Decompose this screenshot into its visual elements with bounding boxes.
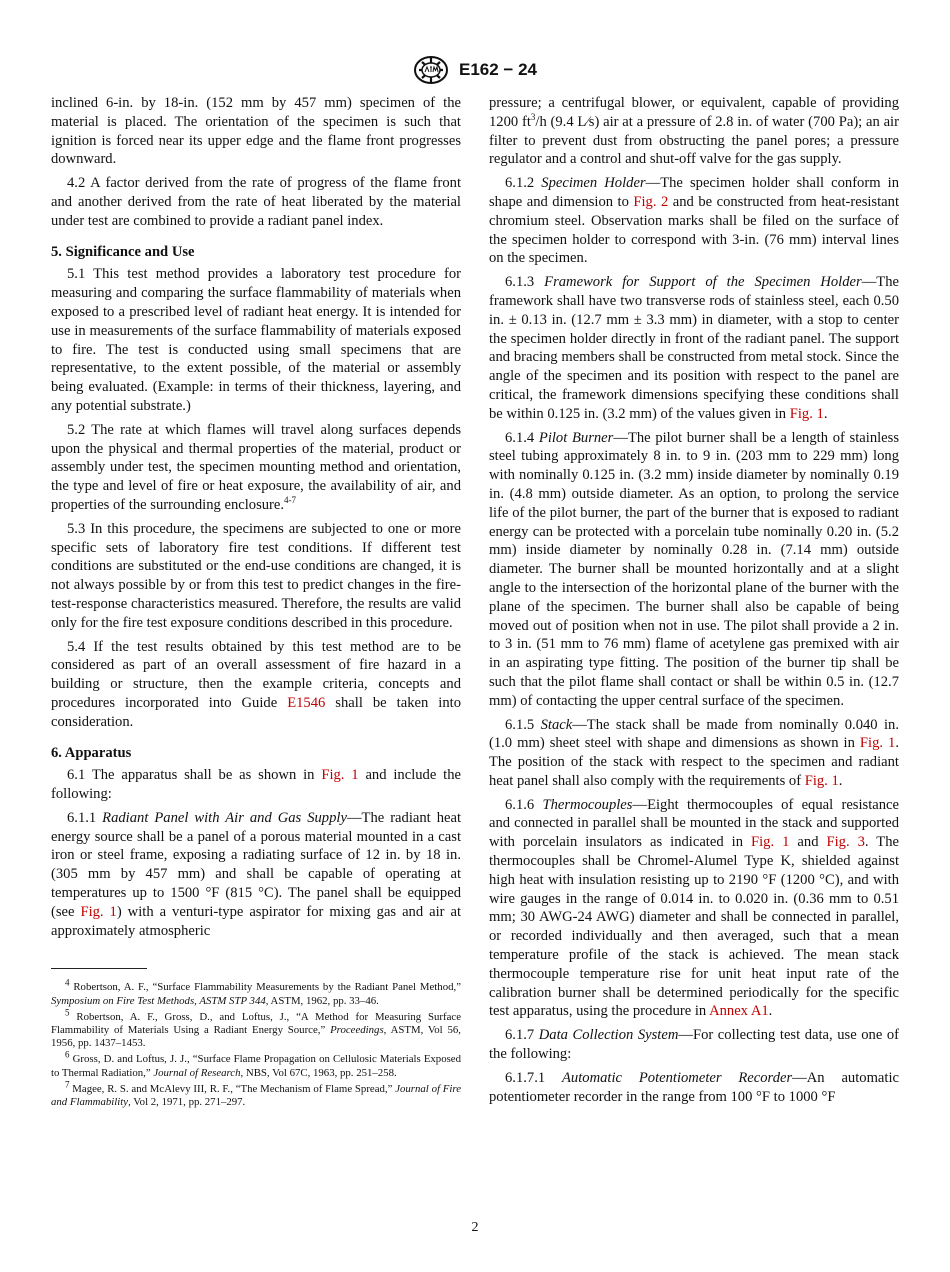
paragraph-6-1: 6.1 The apparatus shall be as shown in Fig. 1 and include the following:: [51, 767, 461, 803]
link-annex-a1[interactable]: Annex A1: [709, 1003, 769, 1020]
footnote-divider: [51, 968, 147, 969]
link-fig-1[interactable]: Fig. 1: [859, 735, 896, 752]
section-6-heading: 6. Apparatus: [51, 744, 132, 761]
paragraph-6-1-6: 6.1.6 Thermocouples—Eight thermocouples of equal resistance and connected in parallel shall be mounted in the stack and supported with porcelain insulators as indicated in Fig. 1 and Fig. 3. The thermocouples shall be Chromel-Alumel Type K, shielded against high heat with insulation resisting up to 2190 °F (1200 °C), and with wire gauges in the range of 0.014 in. to 0.020 in. (0.36 mm to 0.51 mm; 30 AWG-24 AWG) diameter and shall be connected in parallel, or recorded individually and then averaged, such that a mean temperature profile of the stack is achieved. The mean stack thermocouple temperature rise for unit heat input rate of the calibration burner shall be determined periodically for the specific test apparatus, using the procedure in Annex A1.: [489, 796, 899, 1020]
paragraph-5-3: 5.3 In this procedure, the specimens are subjected to one or more specific sets of laboratory fire test conditions. If different test conditions are substituted or the end-use conditions are changed, it is not always possible by or from this test to predict changes in the fire-test-response characteristics measured. Therefore, the results are valid only for the fire test exposure conditions described in this procedure.: [51, 520, 461, 631]
paragraph-5-1: 5.1 This test method provides a laboratory test procedure for measuring and comparing the surface flammability of materials when exposed to a prescribed level of radiant heat energy. It is intended for use in measurements of the surface flammability of materials exposed to fire. The test is conducted using small specimens that are representative, to the extent possible, of the material or assembly being evaluated. (Example: in terms of their thickness, layering, and any potential substrate.): [51, 266, 461, 414]
link-fig-3[interactable]: Fig. 3: [826, 834, 865, 851]
paragraph-continued: pressure; a centrifugal blower, or equivalent, capable of providing 1200 $ft^3/h$ (9.4 L⁄s) air at a pressure of 2.8 in. of water (700 Pa); an air filter to prevent dust from obstructing the panel pores; a pressure regulator and a control and shut-off valve for the gas supply.: [489, 95, 899, 168]
paragraph-5-2: 5.2 The rate at which flames will travel along surfaces depends upon the physical and thermal properties of the material, product or assembly under test, the specimen mounting method and orientation, the type and level of fire or heat exposure, the availability of air, and properties of the surrounding enclosure.$^{4-7}$: [51, 421, 461, 513]
footnote-7: $^7$ Magee, R. S. and McAlevy III, R. F., “The Mechanism of Flame Spread,” Journal of Fire and Flammability, Vol 2, 1971, pp. 271–297.: [51, 1079, 461, 1109]
footnote-5: $^5$ Robertson, A. F., Gross, D., and Loftus, J., “A Method for Measuring Surface Flammability of Materials Using a Radiant Energy Source,” Proceedings, ASTM, Vol 56, 1956, pp. 1437–1453.: [51, 1007, 461, 1050]
footnote-ref[interactable]: 4-7: [284, 495, 297, 506]
footnote-4: $^4$ Robertson, A. F., “Surface Flammability Measurements by the Radiant Panel Method,” Symposium on Fire Test Methods, ASTM STP 344, ASTM, 1962, pp. 33–46.: [51, 977, 461, 1007]
paragraph-6-1-7: 6.1.7 Data Collection System—For collecting test data, use one of the following:: [489, 1027, 900, 1063]
section-5-heading: 5. Significance and Use: [51, 243, 195, 260]
link-fig-2[interactable]: Fig. 2: [633, 193, 669, 210]
footnote-6: $^6$ Gross, D. and Loftus, J. J., “Surface Flame Propagation on Cellulosic Materials Exposed to Thermal Radiation,” Journal of Research, NBS, Vol 67C, 1963, pp. 251–258.: [51, 1049, 461, 1079]
page-header: [0, 55, 950, 85]
paragraph-5-4: 5.4 If the test results obtained by this test method are to be considered as part of an overall assessment of fire hazard in a building or structure, then the example criteria, concepts and procedures incorporated into Guide E1546 shall be taken into consideration.: [51, 638, 461, 730]
link-fig-1[interactable]: Fig. 1: [80, 903, 117, 920]
link-fig-1[interactable]: Fig. 1: [751, 834, 790, 851]
right-column: [489, 94, 899, 1111]
link-fig-1[interactable]: Fig. 1: [789, 405, 824, 422]
left-column: [51, 94, 461, 1112]
link-e1546[interactable]: E1546: [287, 694, 326, 711]
document-designation: E162 − 24: [459, 60, 537, 79]
paragraph-6-1-5: 6.1.5 Stack—The stack shall be made from nominally 0.040 in. (1.0 mm) sheet steel with shape and dimensions as shown in Fig. 1. The position of the stack with respect to the specimen and radiant heat panel shall also comply with the requirements of Fig. 1.: [489, 716, 900, 789]
paragraph-6-1-3: 6.1.3 Framework for Support of the Specimen Holder—The framework shall have two transverse rods of stainless steel, each 0.50 in. ± 0.13 in. (12.7 mm ± 3.3 mm) in diameter, with a stop to center the specimen holder directly in front of the radiant panel. The support and bracing members shall be constructed from metal stock. Since the angle of the specimen and its position with respect to the panel are critical, the framework dimensions specifying these conditions shall be within 0.125 in. (3.2 mm) of the values given in Fig. 1.: [489, 274, 899, 422]
paragraph-6-1-4: 6.1.4 Pilot Burner—The pilot burner shall be a length of stainless steel tubing approximately 8 in. to 9 in. (203 mm to 229 mm) long with nominally 0.125 in. (3.2 mm) inside diameter by nominally 0.19 in. (4.8 mm) outside diameter. As an option, to prolong the service life of the pilot burner, the part of the burner that is exposed to radiant energy can be protected with a porcelain tube nominally 0.20 in. (5.2 mm) inside diameter by nominally 0.28 in. (7.14 mm) outside diameter. The burner shall be mounted horizontally and at a slight angle to the intersection of the horizontal plane of the burner with the plane of the specimen. The burner shall also be capable of being moved out of position when not in use. The pilot shall provide a 2 in. to 3 in. (51 mm to 76 mm) flame of acetylene gas premixed with air in an aspirating type fitting. The position of the burner tip shall be such that the pilot flame shall contact or shall be within 0.5 in. (12.7 mm) of contacting the upper central surface of the specimen.: [489, 429, 900, 709]
paragraph-continued: inclined 6-in. by 18-in. (152 mm by 457 mm) specimen of the material is placed. The orientation of the specimen is such that ignition is forced near its upper edge and the flame front progresses downward.: [51, 95, 461, 168]
paragraph-4-2: 4.2 A factor derived from the rate of progress of the flame front and another derived from the rate of heat liberated by the material under test are combined to provide a radiant panel index.: [51, 175, 461, 229]
paragraph-6-1-7-1: 6.1.7.1 Automatic Potentiometer Recorder—An automatic potentiometer recorder in the range from 100 °F to 1000 °F: [489, 1069, 899, 1105]
link-fig-1[interactable]: Fig. 1: [804, 772, 839, 789]
paragraph-6-1-1: 6.1.1 Radiant Panel with Air and Gas Supply—The radiant heat energy source shall be a panel of a porous material mounted in a cast iron or steel frame, exposing a radiating surface of 12 in. by 18 in. (305 mm by 457 mm) and shall be capable of operating at temperatures up to 1500 °F (815 °C). The panel shall be equipped (see Fig. 1) with a venturi-type aspirator for mixing gas and air at approximately atmospheric: [51, 809, 461, 939]
link-fig-1[interactable]: Fig. 1: [321, 767, 359, 784]
page-number: 2: [471, 1220, 479, 1235]
paragraph-6-1-2: 6.1.2 Specimen Holder—The specimen holder shall conform in shape and dimension to Fig. 2 and be constructed from heat-resistant chromium steel. Observation marks shall be filed on the surface of the specimen holder to correspond with 3-in. (76 mm) interval lines on the specimen.: [489, 175, 899, 267]
astm-logo-icon: [413, 55, 449, 85]
